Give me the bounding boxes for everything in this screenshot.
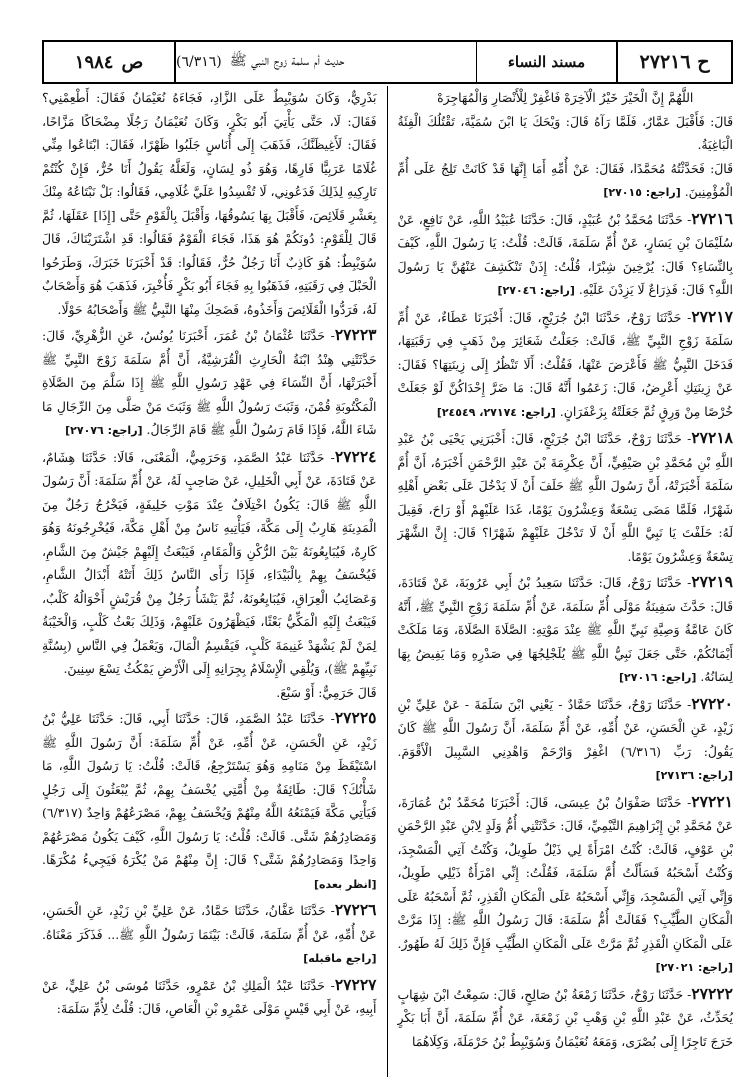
cross-reference: [راجع: ٢٧٠١٥]: [603, 186, 681, 199]
hadith-text: - حَدَّثَنَا مُحَمَّدُ بْنُ عُبَيْدٍ، قَالَ: حَدَّثَنَا عُبَيْدُ اللَّهِ، عَنْ نَافِعٍ، عَنْ سُلَيْمَانَ بْنِ يَسَارٍ، عَنْ أُمِّ سَلَمَةَ، قَالَتْ: قُلْتُ: يَا رَسُولَ اللَّهِ، كَيْفَ بِالنِّسَاءِ؟ قَالَ: يُرْخِينَ شِبْرًا، قُلْتُ: إِذَنْ تَنْكَشِفَ عَنْهُنَّ يَا رَسُولَ اللَّهِ؟ قَالَ: فَذِرَاعٌ لَا يَزِدْنَ عَلَيْهِ.: [397, 211, 733, 297]
hadith-text: - حَدَّثَنَا عَبْدُ الصَّمَدِ، قَالَ: حَدَّثَنَا أَبِي، قَالَ: حَدَّثَنَا عَلِيُّ بْنُ زَيْدٍ، عَنِ الْحَسَنِ، عَنْ أُمِّهِ، عَنْ أُمِّ سَلَمَةَ: أَنَّ رَسُولَ اللَّهِ ﷺ اسْتَيْقَظَ مِنْ مَنَامِهِ وَهُوَ يَسْتَرْجِعُ، قَالَتْ: قُلْتُ: يَا رَسُولَ اللَّهِ، مَا شَأْنُكَ؟ قَالَ: طَائِفَةٌ مِنْ أُمَّتِي يُخْسَفُ بِهِمْ، ثُمَّ يُبْعَثُونَ إِلَى رَجُلٍ فَيَأْتِي مَكَّةَ فَيَمْنَعُهُ اللَّهُ مِنْهُمْ وَيُخْسَفُ بِهِمْ، مَصْرَعُهُمْ وَاحِدٌ (٦/٣١٧) وَمَصَادِرُهُمْ شَتَّى. قَالَتْ: قُلْتُ: يَا رَسُولَ اللَّهِ، كَيْفَ يَكُونُ مَصْرَعُهُمْ وَاحِدًا وَمَصَادِرُهُمْ شَتَّى؟ قَالَ: إِنَّ مِنْهُمْ مَنْ يُكْرَهُ فَيَجِيءُ مُكْرَهًا.: [42, 711, 377, 867]
hadith-text: اللَّهُمَّ إِنَّ الْخَيْرَ خَيْرُ الْآخِرَهْ فَاغْفِرْ لِلْأَنْصَارِ وَالْمُهَاجِرَهْ: [437, 90, 694, 105]
hadith-entry: [42, 706, 377, 896]
hadith-text: - حَدَّثَنَا رَوْحٌ، قَالَ: حَدَّثَنَا سَعِيدُ بْنُ أَبِي عَرُوبَةَ، عَنْ قَتَادَةَ، قَالَ: حَدَّثَ سَفِينَةُ مَوْلَى أُمِّ سَلَمَةَ، عَنْ أُمِّ سَلَمَةَ زَوْجِ النَّبِيِّ ﷺ، أَنَّهُ كَانَ عَامَّةُ وَصِيَّةِ نَبِيِّ اللَّهِ ﷺ عِنْدَ مَوْتِهِ: الصَّلَاةَ الصَّلَاةَ، وَمَا مَلَكَتْ أَيْمَانُكُمْ، حَتَّى جَعَلَ نَبِيُّ اللَّهِ ﷺ يُلَجْلِجُهَا فِي صَدْرِهِ وَمَا يَفِيضُ بِهَا لِسَانُهُ.: [397, 575, 733, 684]
text-paragraph: [42, 681, 377, 705]
page-label: ص: [121, 51, 144, 73]
hadith-text: بَدْرِيٌّ، وَكَانَ سُوَيْبِطٌ عَلَى الزَّادِ، فَجَاءَهُ نُعَيْمَانُ فَقَالَ: أَطْعِمْنِي؟ فَقَالَ: لَا، حَتَّى يَأْتِيَ أَبُو بَكْرٍ، وَكَانَ نُعَيْمَانُ رَجُلًا مِضْحَاكًا مَزَّاحًا، فَقَالَ: لَأَغِيظَنَّكَ، فَذَهَبَ إِلَى أُنَاسٍ جَلَبُوا ظَهْرًا، فَقَالَ: ابْتَاعُوا مِنِّي غُلَامًا عَرَبِيًّا فَارِهًا، وَهُوَ ذُو لِسَانٍ، وَلَعَلَّهُ يَقُولُ أَنَا حُرٌّ، فَإِنْ كُنْتُمْ تَارِكِيهِ لِذَلِكَ فَدَعُونِي، لَا تُفْسِدُوا عَلَيَّ غُلَامِي، فَقَالُوا: بَلْ نَبْتَاعُهُ مِنْكَ بِعَشْرِ قَلَائِصَ، فَأَقْبَلَ بِهَا يَسُوقُهَا، وَأَقْبَلَ بِالْقَوْمِ حَتَّى [إِذَا] عَقَلَهَا، ثُمَّ قَالَ لِلْقَوْمِ: دُونَكُمْ هُوَ هَذَا، فَجَاءَ الْقَوْمُ فَقَالُوا: قَدِ اشْتَرَيْنَاكَ، قَالَ سُوَيْبِطٌ: هُوَ كَاذِبٌ أَنَا رَجُلٌ حُرٌّ، فَقَالُوا: قَدْ أَخْبَرَنَا خَبَرَكَ، وَطَرَحُوا الْحَبْلَ فِي رَقَبَتِهِ، فَذَهَبُوا بِهِ فَجَاءَ أَبُو بَكْرٍ فَأُخْبِرَ، فَذَهَبَ هُوَ وَأَصْحَابٌ لَهُ، فَرَدُّوا الْقَلَائِصَ وَأَخَذُوهُ، فَضَحِكَ مِنْهَا النَّبِيُّ ﷺ وَأَصْحَابُهُ حَوْلًا.: [42, 90, 377, 317]
hadith-number: ٢٧٢١٩: [691, 572, 733, 591]
header-title-text: حديث أم سلمة زوج النبي ﷺ: [229, 53, 345, 69]
hadith-number: ٢٧٢٢٠: [691, 693, 733, 713]
hadith-text: - حَدَّثَنَا صَفْوَانُ بْنُ عِيسَى، قَالَ: أَخْبَرَنَا مُحَمَّدُ بْنُ عُمَارَةَ، عَنْ مُحَمَّدِ بْنِ إِبْرَاهِيمَ التَّيْمِيِّ، قَالَ: حَدَّثَتْنِي أُمُّ وَلَدٍ لِابْنِ عَبْدِ الرَّحْمَنِ بْنِ عَوْفٍ، قَالَتْ: كُنْتُ امْرَأَةً لِي ذَيْلٌ طَوِيلٌ، وَكُنْتُ آتِي الْمَسْجِدَ، وَكُنْتُ أَسْحَبُهُ فَسَأَلْتُ أُمَّ سَلَمَةَ، فَقُلْتُ: إِنِّي امْرَأَةٌ ذَيْلِي طَوِيلٌ، وَإِنِّي آتِي الْمَسْجِدَ، وَإِنِّي أَسْحَبُهُ عَلَى الْمَكَانِ الْقَذِرِ، ثُمَّ أَسْحَبُهُ عَلَى الْمَكَانِ الطَّيِّبِ؟ فَقَالَتْ أُمُّ سَلَمَةَ: قَالَ رَسُولُ اللَّهِ ﷺ: إِذَا مَرَّتْ عَلَى الْمَكَانِ الْقَذِرِ ثُمَّ مَرَّتْ عَلَى الْمَكَانِ الطَّيِّبِ فَإِنَّ ذَلِكَ لَهُ طَهُورٌ.: [397, 794, 733, 951]
hadith-text: قَالَ حَرَمِيٌّ: أَوْ سَبْعَ.: [276, 684, 377, 700]
cross-reference: [راجع ماقبله]: [303, 952, 377, 965]
hadith-number: ٢٧٢٢٧: [334, 974, 377, 994]
hadith-entry: [42, 898, 377, 971]
hadith-text: - حَدَّثَنَا رَوْحٌ، حَدَّثَنَا زَمْعَةُ بْنُ صَالِحٍ، قَالَ: سَمِعْتُ ابْنَ شِهَابٍ يُحَدِّثُ، عَنْ عَبْدِ اللَّهِ بْنِ وَهْبِ بْنِ زَمْعَةَ، عَنْ أُمِّ سَلَمَةَ، أَنَّ أَبَا بَكْرٍ خَرَجَ تَاجِرًا إِلَى بُصْرَى، وَمَعَهُ نُعَيْمَانُ وَسُوَيْبِطُ بْنُ حَرْمَلَةَ، وَكِلَاهُمَا: [397, 986, 733, 1049]
hadith-number: ٢٧٢٢١: [691, 791, 733, 811]
header-volume-page: (٦/٣١٦): [176, 54, 222, 70]
hadith-text: قَالَ: فَأَقْبَلَ عَمَّارٌ، فَلَمَّا رَآهُ قَالَ: وَيْحَكَ يَا ابْنَ سُمَيَّةَ، تَقْتُلُكَ الْفِئَةُ الْبَاغِيَةُ.: [397, 113, 733, 152]
hadith-text: - حَدَّثَنَا عَفَّانُ، حَدَّثَنَا حَمَّادٌ، عَنْ عَلِيِّ بْنِ زَيْدٍ، عَنِ الْحَسَنِ، عَنْ أُمِّهِ، عَنْ أُمِّ سَلَمَةَ، قَالَتْ: بَيْنَمَا رَسُولُ اللَّهِ ﷺ... فَذَكَرَ مَعْنَاهُ.: [42, 903, 377, 942]
hadith-number: ٢٧٢٢٣: [334, 325, 377, 344]
hadith-text: - حَدَّثَنَا رَوْحٌ، حَدَّثَنَا ابْنُ جُرَيْجٍ، قَالَ: أَخْبَرَنِي يَحْيَى بْنُ عَبْدِ اللَّهِ بْنِ مُحَمَّدِ بْنِ صَيْفِيٍّ، أَنَّ عِكْرِمَةَ بْنَ عَبْدِ الرَّحْمَنِ أَخْبَرَهُ، أَنَّ أُمَّ سَلَمَةَ أَخْبَرَتْهُ، أَنَّ رَسُولَ اللَّهِ ﷺ حَلَفَ أَنْ لَا يَدْخُلَ عَلَى بَعْضِ أَهْلِهِ شَهْرًا، فَلَمَّا مَضَى تِسْعَةٌ وَعِشْرُونَ يَوْمًا، غَدَا عَلَيْهِمْ أَوْ رَاحَ، فَقِيلَ لَهُ: حَلَفْتَ يَا نَبِيَّ اللَّهِ أَنْ لَا تَدْخُلَ عَلَيْهِمْ شَهْرًا؟ قَالَ: إِنَّ الشَّهْرَ تِسْعَةٌ وَعِشْرُونَ يَوْمًا.: [397, 431, 733, 564]
cross-reference: [راجع: ٢٧٠٧٦]: [65, 424, 143, 437]
hadith-number: ٢٧٢٢٤: [334, 446, 377, 466]
hadith-entry: [398, 982, 734, 1054]
hadith-number: ٢٧٢٢٢: [691, 983, 733, 1003]
hadith-text: - حَدَّثَنَا رَوْحٌ، حَدَّثَنَا ابْنُ جُرَيْجٍ، قَالَ: أَخْبَرَنَا عَطَاءٌ، عَنْ أُمِّ سَلَمَةَ زَوْجِ النَّبِيِّ ﷺ، قَالَتْ: جَعَلْتُ شَعَائِرَ مِنْ ذَهَبٍ فِي رَقَبَتِهَا، فَدَخَلَ النَّبِيُّ ﷺ فَأَعْرَضَ عَنْهَا، فَقُلْتُ: أَلَا تَنْظُرُ إِلَى زِينَتِهَا؟ فَقَالَ: عَنْ زِينَتِكِ أَعْرِضُ، قَالَ: زَعَمُوا أَنَّهُ قَالَ: مَا ضَرَّ إِحْدَاكُنَّ لَوْ جَعَلَتْ خُرْصًا مِنْ وَرِقٍ ثُمَّ جَعَلَتْهُ بِزَعْفَرَانٍ.: [397, 309, 733, 419]
hadith-number: ٢٧٢١٧: [691, 306, 733, 326]
right-column: [388, 86, 734, 1077]
hadith-number: ٢٧٢١٨: [691, 428, 733, 447]
cross-reference: [انظر بعده]: [313, 877, 377, 891]
text-paragraph: [398, 157, 734, 205]
header-musnad-title: مسند النساء: [476, 42, 616, 82]
cross-reference: [راجع: ٢٧٠٢١]: [655, 961, 733, 974]
cross-reference: [راجع: ٢٧٠٤٦]: [497, 284, 575, 297]
text-paragraph: [398, 110, 734, 157]
hadith-entry: [42, 323, 377, 443]
hadith-number: ٢٧٢٢٦: [334, 900, 377, 919]
hadith-text: - حَدَّثَنَا رَوْحٌ، حَدَّثَنَا حَمَّادٌ - يَعْنِي ابْنَ سَلَمَةَ - عَنْ عَلِيِّ بْنِ زَيْدٍ، عَنِ الْحَسَنِ، عَنْ أُمِّهِ، عَنْ أُمِّ سَلَمَةَ، أَنَّ رَسُولَ اللَّهِ ﷺ كَانَ يَقُولُ: رَبِّ (٦/٣١٦) اغْفِرْ وَارْحَمْ وَاهْدِنِي السَّبِيلَ الْأَقْوَمَ.: [397, 696, 733, 759]
cross-reference: [راجع: ٢٧١٧٤، ٢٤٥٤٩]: [436, 405, 556, 419]
text-paragraph: [42, 86, 377, 321]
page-number: ١٩٨٤: [74, 51, 114, 73]
hadith-entry: [42, 445, 377, 681]
cross-reference: [راجع: ٢٧٠١٦]: [618, 671, 697, 684]
text-columns: [42, 86, 733, 1077]
text-paragraph: [398, 86, 734, 110]
hadith-entry: [398, 790, 734, 980]
hadith-text: قَالَ: فَحَدَّثْتُهُ مُحَمَّدًا، فَقَالَ: عَنْ أُمِّهِ أَمَا إِنَّهَا قَدْ كَانَتْ تَلِجُ عَلَى أُمِّ الْمُؤْمِنِينَ.: [397, 160, 733, 199]
hadith-number: ٢٧٢١٦: [691, 208, 733, 228]
hadith-entry: [398, 426, 734, 568]
hadith-text: - حَدَّثَنَا عَبْدُ الْمَلِكِ بْنُ عَمْرٍو، حَدَّثَنَا مُوسَى بْنُ عَلِيٍّ، عَنْ أَبِيهِ، عَنْ أَبِي قَيْسٍ مَوْلَى عَمْرِو بْنِ الْعَاصِ، قَالَ: قُلْتُ لِأُمِّ سَلَمَةَ:: [42, 977, 377, 1016]
hadith-entry: [398, 305, 734, 425]
hadith-entry: [42, 973, 377, 1021]
hadith-text: - حَدَّثَنَا عَبْدُ الصَّمَدِ، وَحَرَمِيٌّ، الْمَعْنَى، قَالَا: حَدَّثَنَا هِشَامٌ، عَنْ قَتَادَةَ، عَنْ أَبِي الْخَلِيلِ، عَنْ صَاحِبٍ لَهُ، عَنْ أُمِّ سَلَمَةَ: أَنَّ رَسُولَ اللَّهِ ﷺ قَالَ: يَكُونُ اخْتِلَافٌ عِنْدَ مَوْتِ خَلِيفَةٍ، فَيَخْرُجُ رَجُلٌ مِنَ الْمَدِينَةِ هَارِبٌ إِلَى مَكَّةَ، فَيَأْتِيهِ نَاسٌ مِنْ أَهْلِ مَكَّةَ، فَيُخْرِجُونَهُ وَهُوَ كَارِهٌ، فَيُبَايِعُونَهُ بَيْنَ الرُّكْنِ وَالْمَقَامِ، فَيَبْعَثُ إِلَيْهِمْ جَيْشٌ مِنَ الشَّامِ، فَيُخْسَفُ بِهِمْ بِالْبَيْدَاءِ، فَإِذَا رَأَى النَّاسُ ذَلِكَ أَتَتْهُ أَبْدَالُ الشَّامِ، وَعَصَائِبُ الْعِرَاقِ، فَيُبَايِعُونَهُ، ثُمَّ يَنْشَأُ رَجُلٌ مِنْ قُرَيْشٍ أَخْوَالُهُ كَلْبٌ، فَيَبْعَثُ إِلَيْهِ الْمَكِّيُّ بَعْثًا، فَيَظْهَرُونَ عَلَيْهِمْ، وَذَلِكَ بَعْثُ كَلْبٍ، وَالْخَيْبَةُ لِمَنْ لَمْ يَشْهَدْ غَنِيمَةَ كَلْبٍ، فَيَقْسِمُ الْمَالَ، وَيَعْمَلُ فِي النَّاسِ (بِسُنَّةِ نَبِيِّهِمْ ﷺ)، وَيُلْقِي الْإِسْلَامُ بِجِرَانِهِ إِلَى الْأَرْضِ يَمْكُثُ تِسْعَ سِنِينَ.: [42, 449, 377, 676]
hadith-number: ٢٧٢٢٥: [334, 708, 377, 727]
header-hadith-title: [174, 42, 476, 82]
header-hadith-number: ح ٢٧٢١٦: [616, 42, 731, 82]
hadith-entry: [398, 207, 734, 303]
header-page-number: [44, 42, 174, 82]
cross-reference: [راجع: ٢٧١٣٦]: [655, 769, 733, 782]
hadith-entry: [398, 692, 734, 788]
page-header: [42, 40, 733, 84]
hadith-text: - حَدَّثَنَا عُثْمَانُ بْنُ عُمَرَ، أَخْبَرَنَا يُونُسُ، عَنِ الزُّهْرِيِّ، قَالَ: حَدَّثَتْنِي هِنْدُ ابْنَةُ الْحَارِثِ الْقُرَشِيَّةُ، أَنَّ أُمَّ سَلَمَةَ زَوْجَ النَّبِيِّ ﷺ أَخْبَرَتْهَا، أَنَّ النِّسَاءَ فِي عَهْدِ رَسُولِ اللَّهِ ﷺ إِذَا سَلَّمَ مِنَ الصَّلَاةِ الْمَكْتُوبَةِ قُمْنَ، وَثَبَتَ رَسُولُ اللَّهِ ﷺ وَثَبَتَ مَنْ صَلَّى مِنَ الرِّجَالِ مَا شَاءَ اللَّهُ، فَإِذَا قَامَ رَسُولُ اللَّهِ ﷺ قَامَ الرِّجَالُ.: [42, 328, 377, 437]
left-column: [42, 86, 388, 1077]
hadith-entry: [398, 570, 734, 690]
